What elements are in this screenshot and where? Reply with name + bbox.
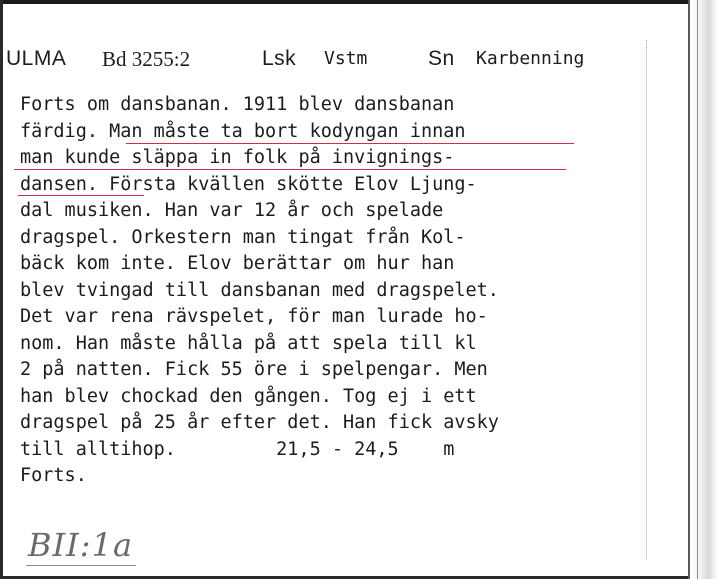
parish-value: Karbenning (476, 48, 585, 69)
text-line: färdig. Man måste ta bort kodyngan innan (20, 120, 466, 142)
card-right-rule (688, 0, 690, 579)
district-value: Vstm (324, 48, 368, 69)
card-margin-guide (646, 40, 647, 560)
card-left-border (0, 0, 3, 579)
card-right-edge (688, 0, 718, 579)
handwritten-underline (26, 565, 136, 566)
text-line: 2 på natten. Fick 55 öre i spelpengar. Men (20, 359, 488, 380)
text-line: dal musiken. Han var 12 år och spelade (20, 200, 444, 221)
parish-label: Sn (428, 47, 455, 70)
red-underline-2 (14, 169, 566, 170)
text-line: blev tvingad till dansbanan med dragspelet. (20, 279, 499, 301)
text-line: Forts om dansbanan. 1911 blev dansbanan (20, 94, 455, 115)
red-underline-3 (18, 195, 144, 196)
text-line: dragspel. Orkestern man tingat från Kol- (20, 226, 466, 248)
card-header (6, 44, 646, 74)
text-line: till alltihop. 21,5 - 24,5 m (20, 438, 455, 460)
text-line: nom. Han måste hålla på att spela till kl (20, 332, 477, 354)
text-line: bäck kom inte. Elov berättar om hur han (20, 253, 455, 274)
text-line: Forts. (20, 465, 87, 486)
card-right-rule-thin (697, 0, 698, 579)
text-line: han blev chockad den gången. Tog ej i ett (20, 385, 477, 407)
text-line: dansen. Första kvällen skötte Elov Ljung- (20, 173, 477, 195)
volume-number: Bd 3255:2 (102, 47, 191, 71)
archive-code: ULMA (6, 47, 67, 70)
red-underline-1 (126, 143, 574, 144)
handwritten-shelfmark: BII:1a (28, 526, 134, 564)
text-line: Det var rena rävspelet, för man lurade ho- (20, 306, 488, 327)
text-line: man kunde släppa in folk på invignings- (20, 147, 455, 168)
district-label: Lsk (262, 47, 297, 70)
card-top-border (0, 0, 718, 4)
card-body (20, 92, 630, 490)
text-line: dragspel på 25 år efter det. Han fick avsky (20, 412, 499, 433)
